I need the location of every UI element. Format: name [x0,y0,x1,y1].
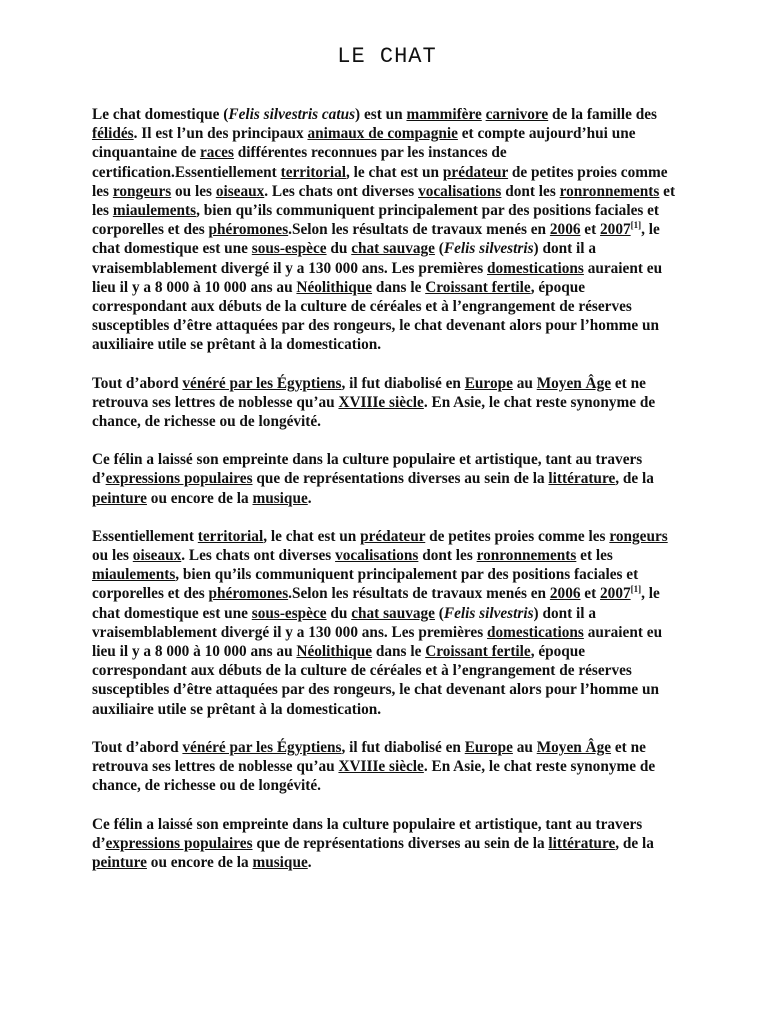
link[interactable]: oiseaux [215,182,265,200]
text-run: au [512,738,537,756]
text-run: . Les chats ont diverses [264,182,419,200]
link[interactable]: 2006 [549,585,581,603]
link[interactable]: peinture [92,489,147,507]
text-run: dont les [418,547,477,565]
link[interactable]: oiseaux [132,547,182,565]
text-run: dont les [501,182,560,200]
link[interactable]: rongeurs [112,182,172,200]
link[interactable]: vénéré par les Égyptiens [182,374,342,392]
link[interactable]: Europe [464,374,513,392]
link[interactable]: chat sauvage [351,240,435,258]
text-run: . En Asie, le chat reste synonyme de chance, de richesse ou de longévité. [92,393,656,431]
link[interactable]: expressions populaires [105,470,253,488]
text-run: Essentiellement [92,527,198,545]
link[interactable]: 2007 [600,585,631,603]
text-run: et [580,221,601,239]
text-run: au [512,374,537,392]
link[interactable]: chat sauvage [351,604,435,622]
link[interactable]: Néolithique [296,643,373,661]
text-run: dans le [372,643,426,661]
link[interactable]: phéromones [208,585,289,603]
text-run: , il fut diabolisé en [341,374,465,392]
link[interactable]: ronronnements [476,547,577,565]
text-run: Ce félin a laissé son empreinte dans la culture populaire et artistique, tant au travers d’ [92,451,643,488]
link[interactable]: rongeurs [609,527,668,545]
text-run: . Il est l’un des principaux [133,125,308,143]
link[interactable]: musique [252,489,308,507]
link[interactable]: animaux de compagnie [307,125,458,143]
text-run: .Selon les résultats de travaux menés en [288,585,550,603]
link[interactable]: sous-espèce [251,240,327,258]
link[interactable]: Néolithique [296,278,373,296]
text-run: ( [434,240,444,258]
text-run: auraient eu lieu il y a 8 000 à 10 000 ans au [92,259,663,296]
link[interactable]: races [199,144,234,162]
text-run: de petites proies comme les [425,527,610,545]
paragraph [92,450,682,508]
link[interactable]: territorial [280,163,347,181]
text-run: et ne retrouva ses lettres de noblesse qu’au [92,374,646,411]
text-run: auraient eu lieu il y a 8 000 à 10 000 ans au [92,623,663,661]
text-run: ou encore de la [146,489,253,507]
link[interactable]: XVIIIe siècle [338,393,424,411]
text-run: , le chat domestique est une [92,221,660,258]
text-run: dans le [372,278,426,296]
link[interactable]: 2007 [600,221,631,239]
text-run: ou les [171,182,216,200]
text-run: ) est un [355,106,407,123]
link[interactable]: prédateur [360,527,426,545]
text-run: . [307,489,312,507]
text-run: et compte aujourd’hui une cinquantaine de [92,125,636,162]
link[interactable]: territorial [197,527,264,545]
text-run: . En Asie, le chat reste synonyme de chance, de richesse ou de longévité. [92,758,656,795]
text-run: , époque correspondant aux débuts de la culture de céréales et à l’engrangement de réserves susceptibles d’être attaquées par des rongeurs, le chat devenant alors pour l’homme un auxiliaire utile se prêtant à la domestication. [92,278,659,354]
text-run: du [326,240,352,258]
text-run: .Selon les résultats de travaux menés en [288,221,550,239]
paragraph [92,374,682,432]
paragraph [92,105,682,355]
footnote-ref[interactable]: [1] [630,220,642,231]
paragraph [92,738,682,796]
text-run: Tout d’abord [92,738,183,756]
link[interactable]: domestications [487,259,584,277]
link[interactable]: expressions populaires [105,834,253,852]
link[interactable]: Croissant fertile [425,643,531,661]
text-run: ) dont il a vraisemblablement divergé il y a 130 000 ans. Les premières [92,604,597,641]
document-body [92,105,682,872]
link[interactable]: félidés [92,125,134,143]
text-run: , époque correspondant aux débuts de la culture de céréales et à l’engrangement de réserves susceptibles d’être attaquées par des rongeurs, le chat devenant alors pour l’homme un auxiliaire utile se prêtant à la domestication. [92,643,659,718]
text-run: et [580,585,601,603]
link[interactable]: 2006 [549,221,581,239]
text-run: , bien qu’ils communiquent principalement par des positions faciales et corporelles et des [92,202,660,239]
text-run: , le chat est un [263,527,361,545]
text-run: et les [576,547,613,565]
document-title: LE CHAT [337,44,437,69]
link[interactable]: miaulements [112,202,197,220]
italic-term: Felis silvestris [443,604,534,622]
text-run: , le chat domestique est une [92,585,660,622]
text-run: et ne retrouva ses lettres de noblesse qu’au [92,738,646,776]
link[interactable]: ronronnements [559,182,660,200]
link[interactable]: vocalisations [335,547,419,565]
text-run: , il fut diabolisé en [341,738,465,756]
text-run: , de la [615,470,654,488]
link[interactable]: Croissant fertile [425,278,531,296]
italic-term: Felis silvestris catus [228,106,356,123]
text-run: Le chat domestique ( [92,106,229,123]
link[interactable]: carnivore [485,106,549,123]
text-run: ) dont il a vraisemblablement divergé il y a 130 000 ans. Les premières [92,240,597,277]
text-run: . [307,853,312,871]
text-run: différentes reconnues par les instances de certification.Essentiellement [92,144,507,181]
italic-term: Felis silvestris [443,240,534,258]
text-run: Tout d’abord [92,374,183,392]
text-run: ou encore de la [146,853,253,871]
paragraph [92,815,682,873]
text-run: de la famille des [548,106,657,123]
link[interactable]: littérature [548,470,616,488]
text-run: , de la [615,834,654,852]
text-run: que de représentations diverses au sein de la [252,470,549,488]
text-run: ( [434,604,444,622]
text-run: ou les [92,547,133,565]
text-run: . Les chats ont diverses [181,547,336,565]
link[interactable]: domestications [487,623,584,641]
link[interactable]: vénéré par les Égyptiens [182,738,342,756]
link[interactable]: XVIIIe siècle [338,758,424,776]
paragraph [92,527,682,719]
link[interactable]: mammifère [406,106,482,123]
link[interactable]: phéromones [208,221,289,239]
text-run: Ce félin a laissé son empreinte dans la culture populaire et artistique, tant au travers d’ [92,815,643,852]
link[interactable]: peinture [92,853,147,871]
link[interactable]: Europe [464,738,513,756]
link[interactable]: littérature [548,834,616,852]
text-run: et les [92,182,676,220]
text-run: de petites proies comme les [92,163,668,200]
text-run: , le chat est un [346,163,443,181]
text-run: , bien qu’ils communiquent principalement par des positions faciales et corporelles et des [92,566,639,603]
link[interactable]: prédateur [442,163,509,181]
link[interactable]: Moyen Âge [536,374,612,392]
link[interactable]: miaulements [92,566,176,584]
text-run: que de représentations diverses au sein de la [252,834,549,852]
link[interactable]: vocalisations [418,182,502,200]
link[interactable]: musique [252,853,308,871]
text-run: du [326,604,352,622]
link[interactable]: sous-espèce [251,604,327,622]
link[interactable]: Moyen Âge [536,738,612,756]
footnote-ref[interactable]: [1] [630,584,642,595]
